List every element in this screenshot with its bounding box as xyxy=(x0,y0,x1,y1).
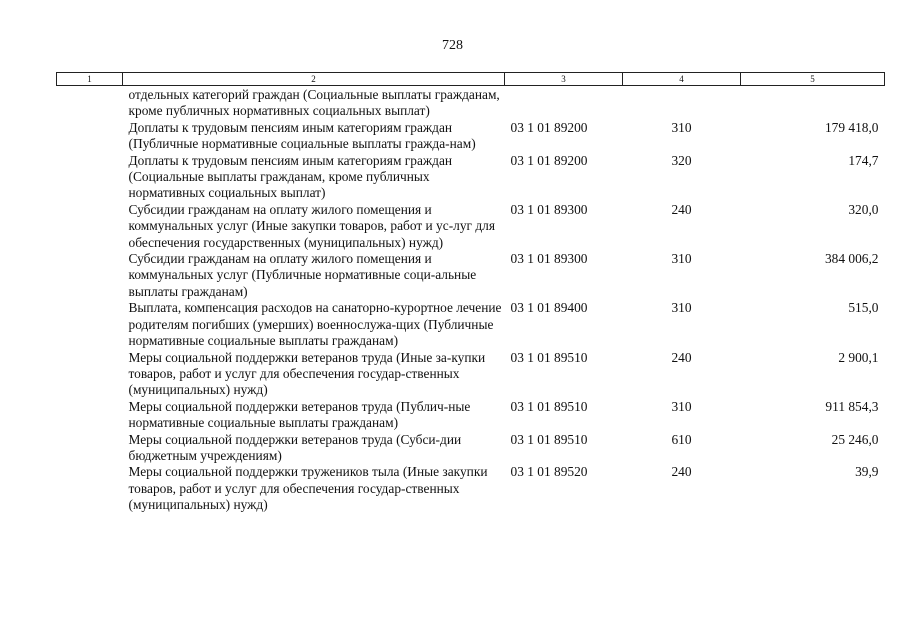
spacer-cell xyxy=(57,399,123,432)
item-code xyxy=(505,86,623,120)
item-code: 03 1 01 89510 xyxy=(510,349,588,365)
spacer-cell xyxy=(57,202,123,251)
item-kvr: 610 xyxy=(671,431,692,447)
table-row xyxy=(57,251,885,300)
item-name: Меры социальной поддержки ветеранов труда (Публич-ные нормативные социальные выплаты гражданам) xyxy=(128,398,471,431)
item-kvr: 320 xyxy=(671,152,692,168)
item-amount: 179 418,0 xyxy=(824,119,879,135)
item-kvr: 240 xyxy=(671,349,692,365)
column-header-1: 1 xyxy=(57,73,123,86)
item-code: 03 1 01 89300 xyxy=(510,251,588,267)
column-header-3: 3 xyxy=(505,73,623,86)
budget-table xyxy=(56,72,885,514)
spacer-cell xyxy=(57,120,123,153)
item-kvr: 310 xyxy=(671,300,692,316)
header-row xyxy=(57,73,885,86)
item-code: 03 1 01 89400 xyxy=(510,300,588,316)
item-kvr xyxy=(623,86,741,120)
item-amount: 911 854,3 xyxy=(825,398,879,414)
item-amount: 2 900,1 xyxy=(838,349,879,365)
item-name: отдельных категорий граждан (Социальные выплаты гражданам, кроме публичных нормативных социальных выплат) xyxy=(128,87,500,119)
column-header-2: 2 xyxy=(123,73,505,86)
table-row xyxy=(57,153,885,202)
item-amount: 174,7 xyxy=(848,152,879,168)
item-code: 03 1 01 89510 xyxy=(510,431,588,447)
item-name: Субсидии гражданам на оплату жилого помещения и коммунальных услуг (Публичные нормативные соци-альные выплаты гражданам) xyxy=(128,251,477,299)
item-kvr: 310 xyxy=(671,119,692,135)
item-amount: 384 006,2 xyxy=(824,251,879,267)
spacer-cell xyxy=(57,300,123,349)
item-name: Меры социальной поддержки ветеранов труда (Субси-дии бюджетным учреждениям) xyxy=(128,431,462,463)
item-amount: 25 246,0 xyxy=(831,431,879,447)
table-row xyxy=(57,399,885,432)
item-kvr: 310 xyxy=(671,251,692,267)
table-row xyxy=(57,300,885,349)
table-header xyxy=(57,73,885,86)
table-body xyxy=(57,86,885,514)
item-code: 03 1 01 89300 xyxy=(510,201,588,217)
item-code: 03 1 01 89520 xyxy=(510,464,588,480)
table-row xyxy=(57,432,885,465)
spacer-cell xyxy=(57,432,123,465)
item-kvr: 240 xyxy=(671,201,692,217)
item-kvr: 240 xyxy=(671,464,692,480)
item-amount xyxy=(741,86,885,120)
column-header-5: 5 xyxy=(741,73,885,86)
item-amount: 515,0 xyxy=(848,300,879,316)
item-name: Доплаты к трудовым пенсиям иным категориям граждан (Социальные выплаты гражданам, кроме публичных нормативных социальных выплат) xyxy=(128,152,453,201)
item-name: Меры социальной поддержки ветеранов труда (Иные за-купки товаров, работ и услуг для обеспечения государ-ственных (муниципальных) нужд) xyxy=(128,349,486,398)
page-number: 728 xyxy=(442,38,463,53)
item-amount: 39,9 xyxy=(855,464,879,480)
table-row xyxy=(57,120,885,153)
column-header-4: 4 xyxy=(623,73,741,86)
item-kvr: 310 xyxy=(671,398,692,414)
item-amount: 320,0 xyxy=(848,201,879,217)
item-name: Меры социальной поддержки тружеников тыла (Иные закупки товаров, работ и услуг для обеспечения государ-ственных (муниципальных) нужд) xyxy=(128,464,488,513)
spacer-cell xyxy=(57,464,123,513)
item-name: Доплаты к трудовым пенсиям иным категориям граждан (Публичные нормативные социальные выплаты гражда-нам) xyxy=(128,119,476,152)
table-row xyxy=(57,86,885,120)
table-row xyxy=(57,464,885,513)
spacer-cell xyxy=(57,153,123,202)
spacer-cell xyxy=(57,350,123,399)
item-name: Выплата, компенсация расходов на санаторно-курортное лечение родителям погибших (умерших) военнослужа-щих (Публичные нормативные социальные выплаты гражданам) xyxy=(128,300,502,349)
table-row xyxy=(57,202,885,251)
item-code: 03 1 01 89200 xyxy=(510,152,588,168)
item-code: 03 1 01 89510 xyxy=(510,398,588,414)
spacer-cell xyxy=(57,251,123,300)
item-code: 03 1 01 89200 xyxy=(510,119,588,135)
table-row xyxy=(57,350,885,399)
item-name: Субсидии гражданам на оплату жилого помещения и коммунальных услуг (Иные закупки товаров, работ и ус-луг для обеспечения государственных (муниципальных) нужд) xyxy=(128,201,496,250)
spacer-cell xyxy=(57,86,123,120)
